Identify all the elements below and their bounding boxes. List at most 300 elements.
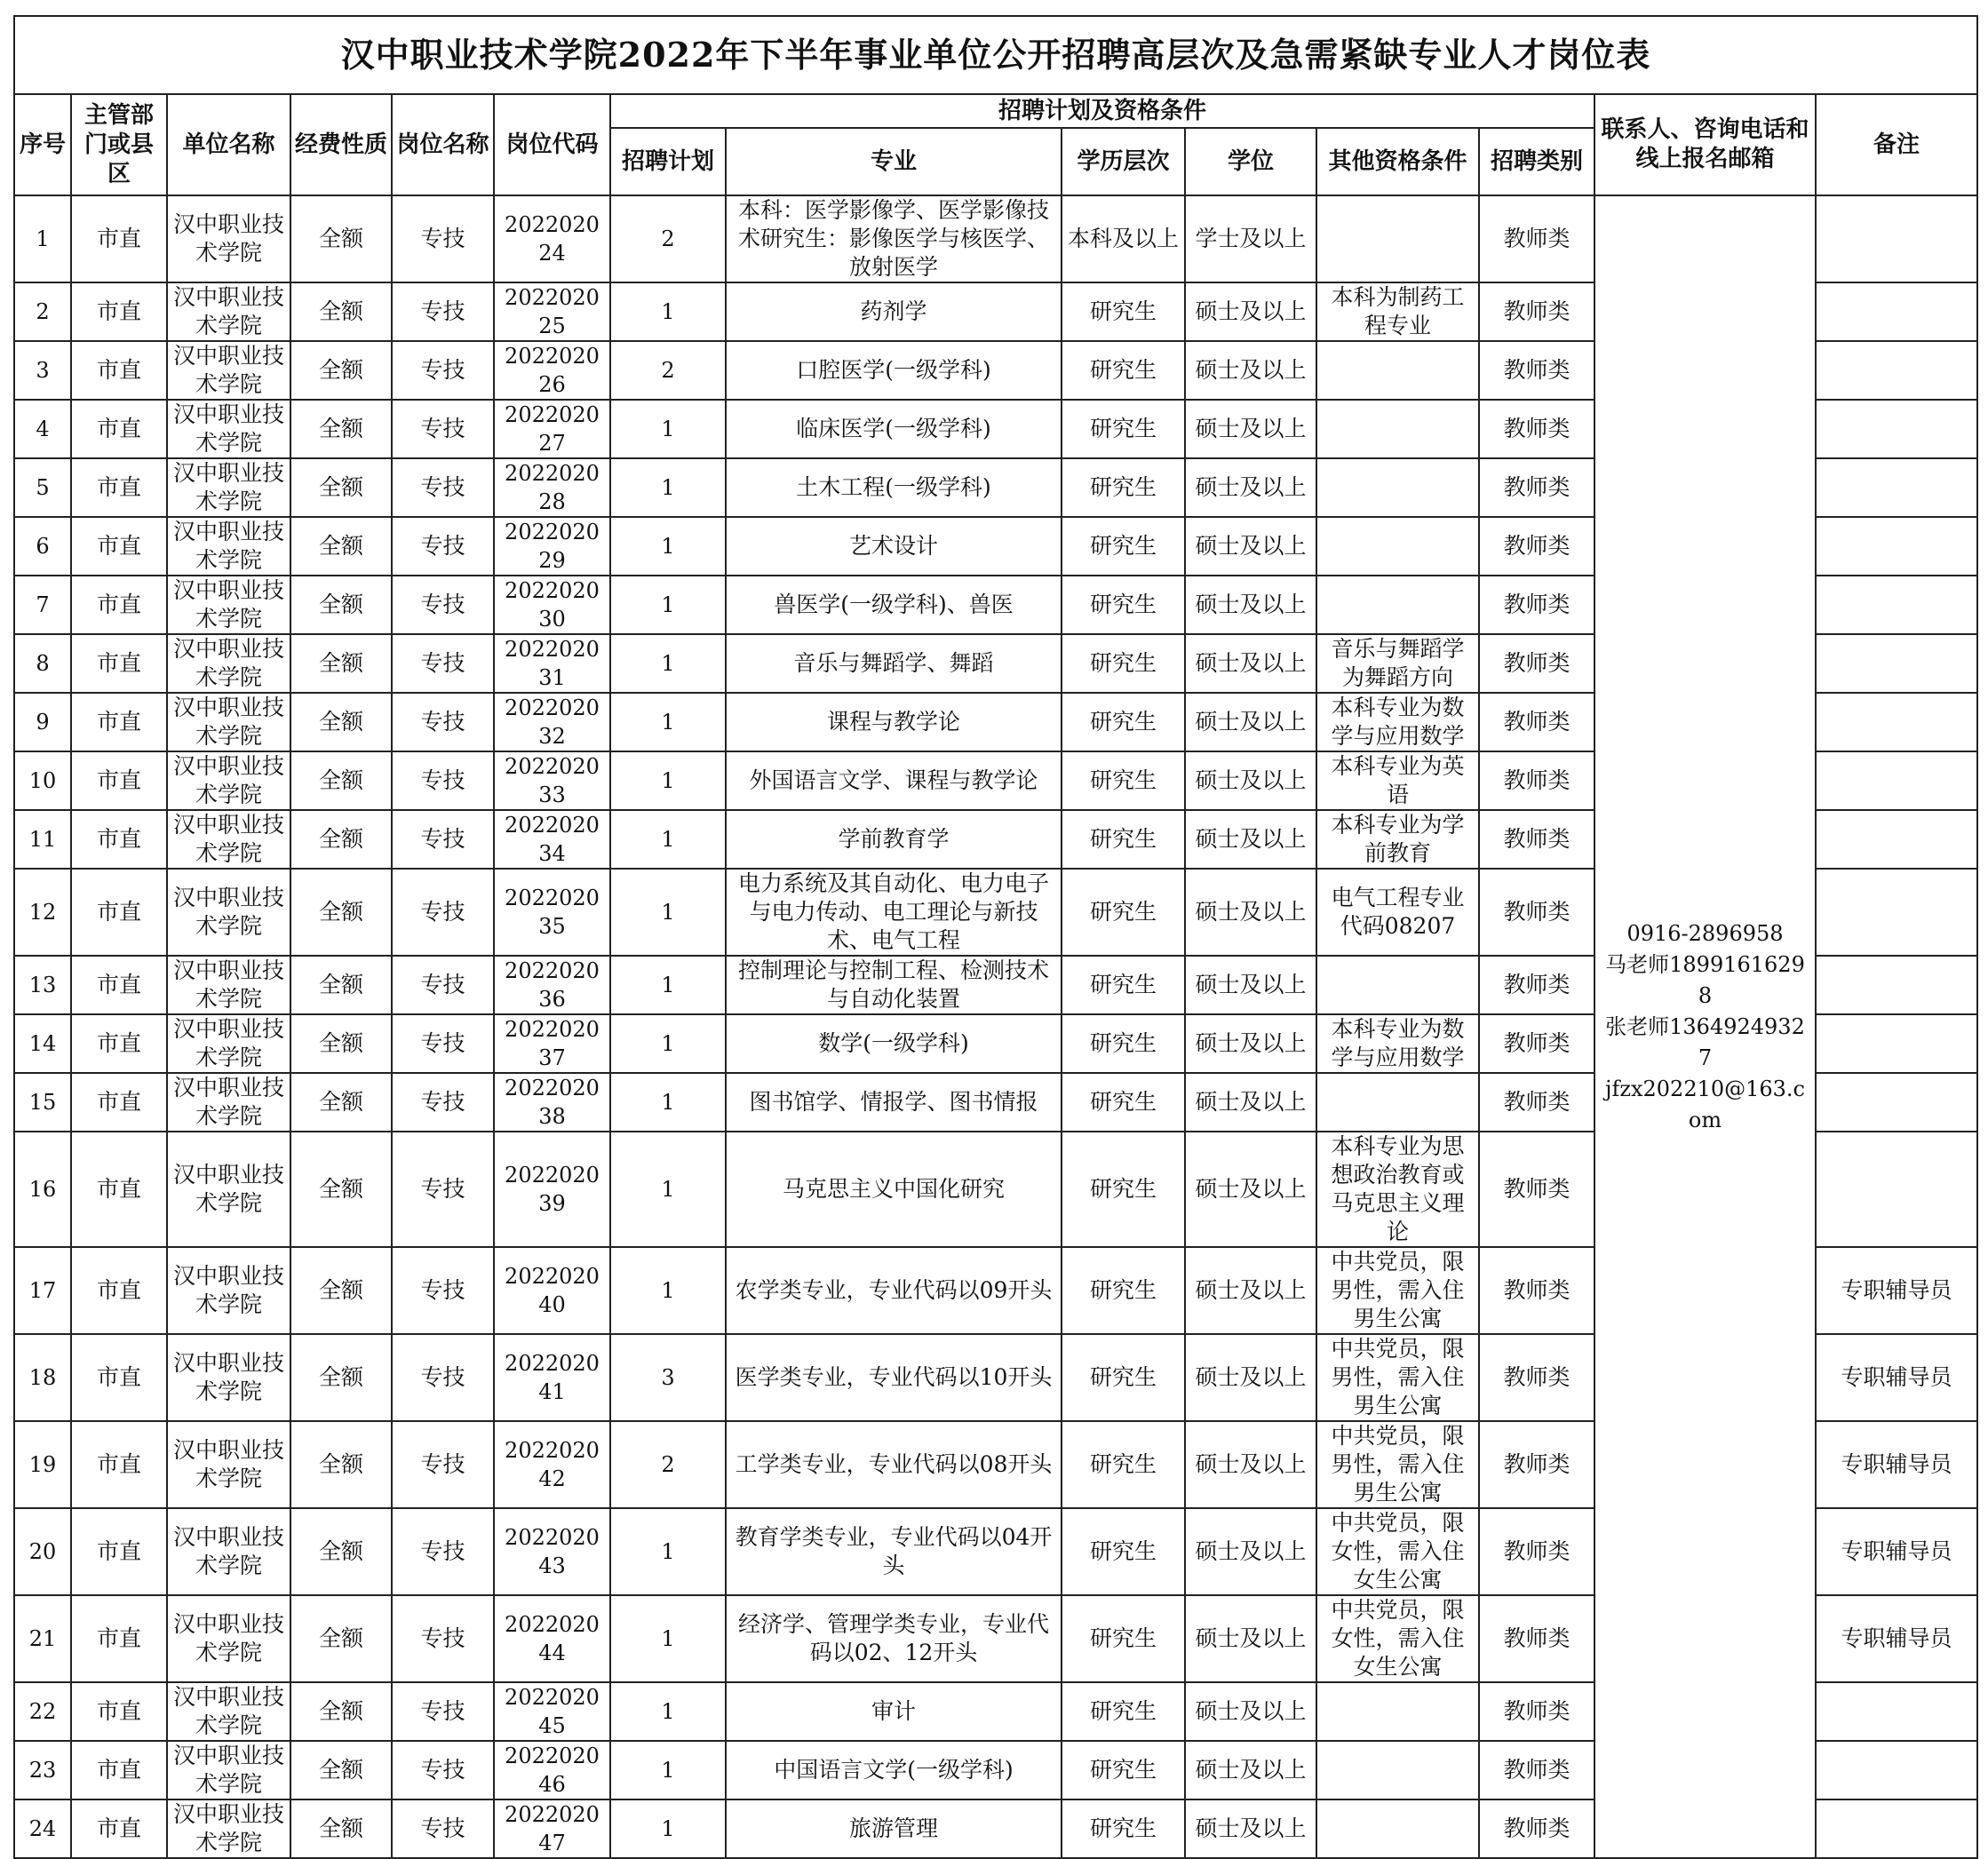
row-remark — [1816, 195, 1977, 282]
row-degree: 学士及以上 — [1185, 195, 1316, 282]
row-education: 研究生 — [1062, 1334, 1185, 1421]
row-plan: 1 — [610, 869, 726, 956]
row-category: 教师类 — [1479, 869, 1594, 956]
row-unit: 汉中职业技术学院 — [167, 1741, 290, 1799]
row-remark — [1816, 1799, 1977, 1858]
row-plan: 1 — [610, 458, 726, 517]
row-post-code: 202202044 — [494, 1595, 610, 1682]
row-degree: 硕士及以上 — [1185, 1247, 1316, 1334]
row-remark: 专职辅导员 — [1816, 1334, 1977, 1421]
row-unit: 汉中职业技术学院 — [167, 576, 290, 634]
row-dept: 市直 — [71, 195, 167, 282]
row-unit: 汉中职业技术学院 — [167, 458, 290, 517]
row-education: 研究生 — [1062, 1741, 1185, 1799]
row-plan: 2 — [610, 1421, 726, 1508]
row-education: 研究生 — [1062, 1132, 1185, 1247]
header-other: 其他资格条件 — [1316, 128, 1479, 195]
row-dept: 市直 — [71, 634, 167, 693]
row-seq: 1 — [14, 195, 71, 282]
row-dept: 市直 — [71, 1073, 167, 1132]
row-remark — [1816, 810, 1977, 869]
row-funding: 全额 — [290, 282, 392, 341]
row-dept: 市直 — [71, 869, 167, 956]
row-post-code: 202202034 — [494, 810, 610, 869]
row-post-code: 202202043 — [494, 1508, 610, 1595]
row-funding: 全额 — [290, 751, 392, 810]
row-plan: 1 — [610, 956, 726, 1014]
row-unit: 汉中职业技术学院 — [167, 282, 290, 341]
row-unit: 汉中职业技术学院 — [167, 1421, 290, 1508]
row-other: 本科专业为数学与应用数学 — [1316, 1014, 1479, 1073]
row-plan: 1 — [610, 1595, 726, 1682]
row-post-code: 202202031 — [494, 634, 610, 693]
row-degree: 硕士及以上 — [1185, 956, 1316, 1014]
row-funding: 全额 — [290, 693, 392, 751]
row-post-code: 202202029 — [494, 517, 610, 576]
row-seq: 7 — [14, 576, 71, 634]
recruitment-table — [13, 15, 1978, 1859]
row-unit: 汉中职业技术学院 — [167, 956, 290, 1014]
row-funding: 全额 — [290, 1421, 392, 1508]
row-degree: 硕士及以上 — [1185, 282, 1316, 341]
row-post-name: 专技 — [392, 1682, 494, 1741]
row-post-name: 专技 — [392, 751, 494, 810]
row-post-code: 202202041 — [494, 1334, 610, 1421]
table-body — [14, 195, 1977, 1858]
row-category: 教师类 — [1479, 1132, 1594, 1247]
row-plan: 1 — [610, 1132, 726, 1247]
row-post-name: 专技 — [392, 517, 494, 576]
header-unit: 单位名称 — [167, 94, 290, 195]
row-dept: 市直 — [71, 400, 167, 458]
row-post-name: 专技 — [392, 956, 494, 1014]
row-post-name: 专技 — [392, 810, 494, 869]
row-funding: 全额 — [290, 1595, 392, 1682]
row-seq: 19 — [14, 1421, 71, 1508]
row-degree: 硕士及以上 — [1185, 693, 1316, 751]
row-seq: 23 — [14, 1741, 71, 1799]
row-post-code: 202202046 — [494, 1741, 610, 1799]
row-post-name: 专技 — [392, 282, 494, 341]
header-contact: 联系人、咨询电话和线上报名邮箱 — [1594, 94, 1816, 195]
row-other — [1316, 956, 1479, 1014]
row-post-name: 专技 — [392, 1799, 494, 1858]
row-degree: 硕士及以上 — [1185, 869, 1316, 956]
row-seq: 13 — [14, 956, 71, 1014]
row-major: 农学类专业，专业代码以09开头 — [726, 1247, 1062, 1334]
row-plan: 1 — [610, 1682, 726, 1741]
row-post-name: 专技 — [392, 1014, 494, 1073]
row-remark — [1816, 693, 1977, 751]
row-post-code: 202202028 — [494, 458, 610, 517]
row-degree: 硕士及以上 — [1185, 1682, 1316, 1741]
row-dept: 市直 — [71, 956, 167, 1014]
row-plan: 1 — [610, 634, 726, 693]
row-other — [1316, 341, 1479, 400]
row-post-code: 202202025 — [494, 282, 610, 341]
row-unit: 汉中职业技术学院 — [167, 1014, 290, 1073]
header-major: 专业 — [726, 128, 1062, 195]
row-dept: 市直 — [71, 810, 167, 869]
row-funding: 全额 — [290, 400, 392, 458]
row-other — [1316, 1741, 1479, 1799]
row-category: 教师类 — [1479, 1421, 1594, 1508]
row-seq: 8 — [14, 634, 71, 693]
row-remark — [1816, 634, 1977, 693]
row-remark — [1816, 517, 1977, 576]
row-degree: 硕士及以上 — [1185, 1595, 1316, 1682]
row-plan: 1 — [610, 517, 726, 576]
row-funding: 全额 — [290, 869, 392, 956]
row-post-code: 202202047 — [494, 1799, 610, 1858]
row-remark: 专职辅导员 — [1816, 1421, 1977, 1508]
header-funding: 经费性质 — [290, 94, 392, 195]
row-major: 中国语言文学(一级学科) — [726, 1741, 1062, 1799]
row-degree: 硕士及以上 — [1185, 1132, 1316, 1247]
row-category: 教师类 — [1479, 576, 1594, 634]
header-degree: 学位 — [1185, 128, 1316, 195]
row-degree: 硕士及以上 — [1185, 1799, 1316, 1858]
row-degree: 硕士及以上 — [1185, 1741, 1316, 1799]
row-education: 研究生 — [1062, 693, 1185, 751]
row-seq: 22 — [14, 1682, 71, 1741]
row-category: 教师类 — [1479, 1595, 1594, 1682]
row-seq: 2 — [14, 282, 71, 341]
row-remark: 专职辅导员 — [1816, 1508, 1977, 1595]
row-seq: 10 — [14, 751, 71, 810]
row-major: 数学(一级学科) — [726, 1014, 1062, 1073]
row-post-name: 专技 — [392, 1741, 494, 1799]
row-education: 研究生 — [1062, 1073, 1185, 1132]
row-other: 中共党员，限男性，需入住男生公寓 — [1316, 1421, 1479, 1508]
row-funding: 全额 — [290, 195, 392, 282]
row-remark — [1816, 869, 1977, 956]
row-education: 研究生 — [1062, 341, 1185, 400]
row-unit: 汉中职业技术学院 — [167, 1073, 290, 1132]
row-education: 研究生 — [1062, 1421, 1185, 1508]
row-seq: 12 — [14, 869, 71, 956]
row-other — [1316, 458, 1479, 517]
row-post-code: 202202039 — [494, 1132, 610, 1247]
row-plan: 1 — [610, 810, 726, 869]
row-dept: 市直 — [71, 517, 167, 576]
row-remark: 专职辅导员 — [1816, 1247, 1977, 1334]
row-post-name: 专技 — [392, 634, 494, 693]
row-education: 研究生 — [1062, 810, 1185, 869]
row-post-code: 202202040 — [494, 1247, 610, 1334]
row-seq: 11 — [14, 810, 71, 869]
row-unit: 汉中职业技术学院 — [167, 693, 290, 751]
row-post-name: 专技 — [392, 1334, 494, 1421]
row-post-name: 专技 — [392, 458, 494, 517]
row-remark — [1816, 400, 1977, 458]
row-post-code: 202202024 — [494, 195, 610, 282]
row-other: 中共党员，限男性，需入住男生公寓 — [1316, 1247, 1479, 1334]
row-dept: 市直 — [71, 1014, 167, 1073]
row-category: 教师类 — [1479, 282, 1594, 341]
row-dept: 市直 — [71, 1132, 167, 1247]
row-degree: 硕士及以上 — [1185, 576, 1316, 634]
row-remark — [1816, 1014, 1977, 1073]
row-plan: 1 — [610, 1073, 726, 1132]
row-funding: 全额 — [290, 576, 392, 634]
row-dept: 市直 — [71, 1595, 167, 1682]
row-post-name: 专技 — [392, 869, 494, 956]
row-post-code: 202202037 — [494, 1014, 610, 1073]
row-other: 中共党员，限女性，需入住女生公寓 — [1316, 1508, 1479, 1595]
row-post-name: 专技 — [392, 341, 494, 400]
row-major: 控制理论与控制工程、检测技术与自动化装置 — [726, 956, 1062, 1014]
row-education: 研究生 — [1062, 1799, 1185, 1858]
row-major: 土木工程(一级学科) — [726, 458, 1062, 517]
row-degree: 硕士及以上 — [1185, 517, 1316, 576]
row-category: 教师类 — [1479, 956, 1594, 1014]
row-major: 音乐与舞蹈学、舞蹈 — [726, 634, 1062, 693]
row-post-code: 202202030 — [494, 576, 610, 634]
row-category: 教师类 — [1479, 1799, 1594, 1858]
row-funding: 全额 — [290, 1014, 392, 1073]
row-funding: 全额 — [290, 1073, 392, 1132]
row-education: 研究生 — [1062, 956, 1185, 1014]
row-funding: 全额 — [290, 810, 392, 869]
row-remark — [1816, 956, 1977, 1014]
row-other: 本科专业为学前教育 — [1316, 810, 1479, 869]
row-plan: 1 — [610, 282, 726, 341]
row-post-code: 202202033 — [494, 751, 610, 810]
header-education: 学历层次 — [1062, 128, 1185, 195]
row-major: 旅游管理 — [726, 1799, 1062, 1858]
row-other — [1316, 195, 1479, 282]
row-funding: 全额 — [290, 1682, 392, 1741]
header-remark: 备注 — [1816, 94, 1977, 195]
row-funding: 全额 — [290, 1508, 392, 1595]
row-other — [1316, 517, 1479, 576]
header-plan: 招聘计划 — [610, 128, 726, 195]
row-major: 本科：医学影像学、医学影像技术研究生：影像医学与核医学、放射医学 — [726, 195, 1062, 282]
row-other: 中共党员，限女性，需入住女生公寓 — [1316, 1595, 1479, 1682]
row-unit: 汉中职业技术学院 — [167, 810, 290, 869]
row-funding: 全额 — [290, 341, 392, 400]
row-unit: 汉中职业技术学院 — [167, 751, 290, 810]
row-dept: 市直 — [71, 282, 167, 341]
table-row — [14, 195, 1977, 282]
row-unit: 汉中职业技术学院 — [167, 869, 290, 956]
row-plan: 1 — [610, 1741, 726, 1799]
row-major: 药剂学 — [726, 282, 1062, 341]
row-major: 学前教育学 — [726, 810, 1062, 869]
row-unit: 汉中职业技术学院 — [167, 1247, 290, 1334]
row-major: 教育学类专业，专业代码以04开头 — [726, 1508, 1062, 1595]
row-major: 口腔医学(一级学科) — [726, 341, 1062, 400]
row-major: 临床医学(一级学科) — [726, 400, 1062, 458]
row-education: 研究生 — [1062, 1682, 1185, 1741]
row-seq: 4 — [14, 400, 71, 458]
row-dept: 市直 — [71, 1334, 167, 1421]
row-dept: 市直 — [71, 458, 167, 517]
row-dept: 市直 — [71, 1421, 167, 1508]
header-category: 招聘类别 — [1479, 128, 1594, 195]
row-funding: 全额 — [290, 634, 392, 693]
row-remark — [1816, 1073, 1977, 1132]
row-other — [1316, 400, 1479, 458]
row-unit: 汉中职业技术学院 — [167, 634, 290, 693]
row-plan: 3 — [610, 1334, 726, 1421]
row-post-name: 专技 — [392, 1421, 494, 1508]
row-major: 外国语言文学、课程与教学论 — [726, 751, 1062, 810]
row-plan: 1 — [610, 693, 726, 751]
row-post-code: 202202026 — [494, 341, 610, 400]
row-post-code: 202202032 — [494, 693, 610, 751]
row-major: 兽医学(一级学科)、兽医 — [726, 576, 1062, 634]
row-education: 研究生 — [1062, 751, 1185, 810]
row-plan: 1 — [610, 1014, 726, 1073]
row-degree: 硕士及以上 — [1185, 1014, 1316, 1073]
row-degree: 硕士及以上 — [1185, 751, 1316, 810]
row-major: 经济学、管理学类专业，专业代码以02、12开头 — [726, 1595, 1062, 1682]
row-category: 教师类 — [1479, 810, 1594, 869]
row-seq: 20 — [14, 1508, 71, 1595]
row-funding: 全额 — [290, 458, 392, 517]
row-category: 教师类 — [1479, 1247, 1594, 1334]
row-dept: 市直 — [71, 693, 167, 751]
row-degree: 硕士及以上 — [1185, 1334, 1316, 1421]
row-degree: 硕士及以上 — [1185, 1508, 1316, 1595]
row-post-code: 202202027 — [494, 400, 610, 458]
row-other — [1316, 1682, 1479, 1741]
row-degree: 硕士及以上 — [1185, 1421, 1316, 1508]
row-other — [1316, 576, 1479, 634]
row-plan: 1 — [610, 751, 726, 810]
row-degree: 硕士及以上 — [1185, 1073, 1316, 1132]
row-funding: 全额 — [290, 1247, 392, 1334]
row-category: 教师类 — [1479, 1014, 1594, 1073]
header-group: 招聘计划及资格条件 — [610, 94, 1594, 128]
row-funding: 全额 — [290, 1741, 392, 1799]
row-post-name: 专技 — [392, 1247, 494, 1334]
row-plan: 1 — [610, 1508, 726, 1595]
row-unit: 汉中职业技术学院 — [167, 1508, 290, 1595]
row-seq: 14 — [14, 1014, 71, 1073]
row-education: 研究生 — [1062, 517, 1185, 576]
row-other: 本科专业为英语 — [1316, 751, 1479, 810]
row-education: 研究生 — [1062, 1014, 1185, 1073]
row-plan: 2 — [610, 195, 726, 282]
row-category: 教师类 — [1479, 341, 1594, 400]
row-post-code: 202202035 — [494, 869, 610, 956]
row-category: 教师类 — [1479, 517, 1594, 576]
row-seq: 18 — [14, 1334, 71, 1421]
row-plan: 2 — [610, 341, 726, 400]
row-other: 音乐与舞蹈学为舞蹈方向 — [1316, 634, 1479, 693]
row-post-name: 专技 — [392, 1508, 494, 1595]
row-remark: 专职辅导员 — [1816, 1595, 1977, 1682]
row-seq: 15 — [14, 1073, 71, 1132]
row-remark — [1816, 1132, 1977, 1247]
row-post-name: 专技 — [392, 195, 494, 282]
row-category: 教师类 — [1479, 458, 1594, 517]
row-seq: 5 — [14, 458, 71, 517]
row-unit: 汉中职业技术学院 — [167, 400, 290, 458]
row-seq: 24 — [14, 1799, 71, 1858]
row-dept: 市直 — [71, 576, 167, 634]
row-unit: 汉中职业技术学院 — [167, 517, 290, 576]
row-funding: 全额 — [290, 1799, 392, 1858]
row-unit: 汉中职业技术学院 — [167, 195, 290, 282]
row-degree: 硕士及以上 — [1185, 400, 1316, 458]
row-post-code: 202202042 — [494, 1421, 610, 1508]
row-seq: 6 — [14, 517, 71, 576]
row-dept: 市直 — [71, 1799, 167, 1858]
page-title: 汉中职业技术学院2022年下半年事业单位公开招聘高层次及急需紧缺专业人才岗位表 — [14, 16, 1977, 94]
row-plan: 1 — [610, 400, 726, 458]
row-remark — [1816, 1682, 1977, 1741]
row-category: 教师类 — [1479, 1682, 1594, 1741]
row-other: 本科专业为数学与应用数学 — [1316, 693, 1479, 751]
row-education: 研究生 — [1062, 634, 1185, 693]
row-degree: 硕士及以上 — [1185, 458, 1316, 517]
row-unit: 汉中职业技术学院 — [167, 341, 290, 400]
row-seq: 17 — [14, 1247, 71, 1334]
row-degree: 硕士及以上 — [1185, 341, 1316, 400]
row-education: 研究生 — [1062, 1595, 1185, 1682]
row-other: 本科专业为思想政治教育或马克思主义理论 — [1316, 1132, 1479, 1247]
row-remark — [1816, 341, 1977, 400]
row-major: 马克思主义中国化研究 — [726, 1132, 1062, 1247]
row-major: 工学类专业，专业代码以08开头 — [726, 1421, 1062, 1508]
row-unit: 汉中职业技术学院 — [167, 1595, 290, 1682]
row-category: 教师类 — [1479, 751, 1594, 810]
row-category: 教师类 — [1479, 634, 1594, 693]
header-post-name: 岗位名称 — [392, 94, 494, 195]
row-education: 研究生 — [1062, 1247, 1185, 1334]
row-remark — [1816, 458, 1977, 517]
row-category: 教师类 — [1479, 400, 1594, 458]
row-funding: 全额 — [290, 956, 392, 1014]
row-plan: 1 — [610, 1799, 726, 1858]
row-post-name: 专技 — [392, 1132, 494, 1247]
row-post-code: 202202045 — [494, 1682, 610, 1741]
row-unit: 汉中职业技术学院 — [167, 1682, 290, 1741]
row-degree: 硕士及以上 — [1185, 634, 1316, 693]
row-remark — [1816, 282, 1977, 341]
row-post-code: 202202038 — [494, 1073, 610, 1132]
row-other: 中共党员，限男性，需入住男生公寓 — [1316, 1334, 1479, 1421]
row-dept: 市直 — [71, 341, 167, 400]
row-remark — [1816, 751, 1977, 810]
row-other — [1316, 1799, 1479, 1858]
row-post-name: 专技 — [392, 1595, 494, 1682]
row-major: 审计 — [726, 1682, 1062, 1741]
row-category: 教师类 — [1479, 195, 1594, 282]
row-funding: 全额 — [290, 1132, 392, 1247]
row-education: 本科及以上 — [1062, 195, 1185, 282]
row-funding: 全额 — [290, 517, 392, 576]
row-post-name: 专技 — [392, 576, 494, 634]
row-unit: 汉中职业技术学院 — [167, 1334, 290, 1421]
header-seq: 序号 — [14, 94, 71, 195]
row-post-name: 专技 — [392, 400, 494, 458]
row-post-name: 专技 — [392, 1073, 494, 1132]
contact-info: 0916-2896958 马老师18991616298 张老师13649249327 jfzx202210@163.com — [1594, 195, 1816, 1858]
header-post-code: 岗位代码 — [494, 94, 610, 195]
row-plan: 1 — [610, 1247, 726, 1334]
row-seq: 21 — [14, 1595, 71, 1682]
row-category: 教师类 — [1479, 693, 1594, 751]
row-education: 研究生 — [1062, 576, 1185, 634]
row-seq: 3 — [14, 341, 71, 400]
row-remark — [1816, 1741, 1977, 1799]
row-education: 研究生 — [1062, 400, 1185, 458]
